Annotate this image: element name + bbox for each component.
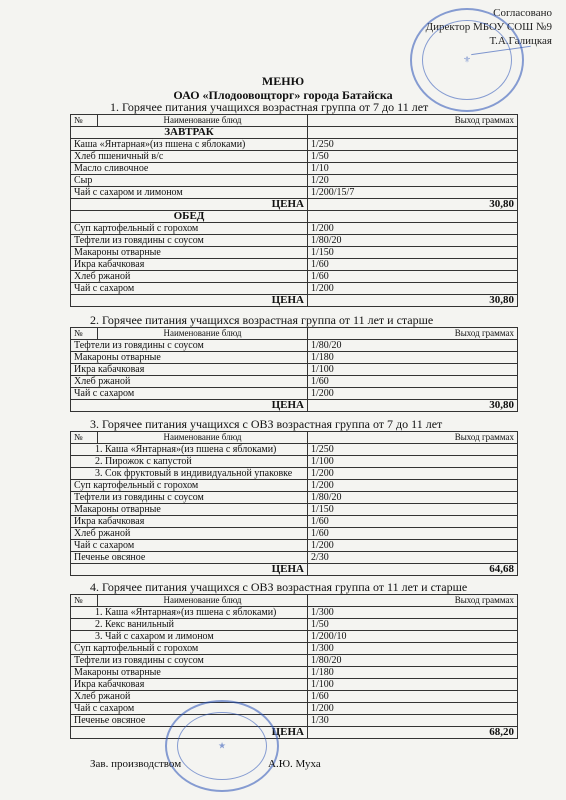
price-row (71, 400, 518, 412)
table-row (71, 259, 518, 271)
dish-name: Хлеб пшеничный в/с (71, 151, 308, 163)
dish-portion: 1/60 (308, 516, 518, 528)
table-row (71, 607, 518, 619)
dish-name: 1. Каша «Янтарная»(из пшена с яблоками) (71, 607, 308, 619)
dish-name: Тефтели из говядины с соусом (71, 235, 308, 247)
col-no: № (71, 432, 98, 444)
table-row (71, 480, 518, 492)
price-value: 64,68 (308, 564, 518, 576)
table-row (71, 679, 518, 691)
dish-portion: 1/50 (308, 151, 518, 163)
price-value: 30,80 (308, 295, 518, 307)
dish-portion: 1/80/20 (308, 492, 518, 504)
section-3-title: 3. Горячее питания учащихся с ОВЗ возрастная группа от 7 до 11 лет (90, 417, 443, 431)
dish-portion: 1/80/20 (308, 340, 518, 352)
price-row (71, 199, 518, 211)
table-row (71, 715, 518, 727)
dish-portion: 1/300 (308, 643, 518, 655)
dish-name: Макароны отварные (71, 667, 308, 679)
table-row (71, 187, 518, 199)
dish-portion: 1/150 (308, 247, 518, 259)
section-1-title: 1. Горячее питания учащихся возрастная группа от 7 до 11 лет (110, 100, 429, 114)
organization-name: ОАО «Плодоовощторг» города Батайска (173, 88, 393, 102)
dish-portion: 1/100 (308, 679, 518, 691)
dish-portion: 1/200 (308, 223, 518, 235)
table-row (71, 516, 518, 528)
table-row (71, 703, 518, 715)
section-2-title: 2. Горячее питания учащихся возрастная группа от 11 лет и старше (90, 313, 434, 327)
dish-portion: 1/200 (308, 468, 518, 480)
dish-portion: 1/100 (308, 364, 518, 376)
meal-row-breakfast (71, 127, 518, 139)
dish-portion: 2/30 (308, 552, 518, 564)
meal-row-lunch (71, 211, 518, 223)
price-row (71, 295, 518, 307)
table-row (71, 492, 518, 504)
col-name: Наименование блюд (98, 328, 308, 340)
price-label: ЦЕНА (98, 295, 308, 307)
dish-name: Хлеб ржаной (71, 691, 308, 703)
dish-portion: 1/200 (308, 480, 518, 492)
dish-portion: 1/200/10 (308, 631, 518, 643)
dish-name: Чай с сахаром (71, 703, 308, 715)
price-row (71, 727, 518, 739)
dish-name: Тефтели из говядины с соусом (71, 340, 308, 352)
dish-portion: 1/200 (308, 540, 518, 552)
dish-name: Каша «Янтарная»(из пшена с яблоками) (71, 139, 308, 151)
header-row (71, 595, 518, 607)
table-row (71, 139, 518, 151)
dish-name: Суп картофельный с горохом (71, 480, 308, 492)
dish-name: Хлеб ржаной (71, 528, 308, 540)
dish-name: Хлеб ржаной (71, 271, 308, 283)
price-label: ЦЕНА (98, 727, 308, 739)
table-row (71, 151, 518, 163)
section-3-items (71, 444, 518, 564)
footer-name: А.Ю. Муха (268, 758, 321, 770)
col-no: № (71, 595, 98, 607)
table-row (71, 352, 518, 364)
dish-portion: 1/60 (308, 271, 518, 283)
dish-name: Макароны отварные (71, 504, 308, 516)
section-3-table (70, 431, 518, 576)
header-row (71, 115, 518, 127)
dish-name: Печенье овсяное (71, 715, 308, 727)
stamp-emblem-icon: ★ (217, 740, 227, 751)
dish-portion: 1/250 (308, 444, 518, 456)
col-name: Наименование блюд (98, 595, 308, 607)
col-out: Выход граммах (308, 432, 518, 444)
approval-line-1: Согласовано (493, 7, 552, 19)
dish-portion: 1/20 (308, 175, 518, 187)
dish-name: Тефтели из говядины с соусом (71, 492, 308, 504)
table-row (71, 528, 518, 540)
table-row (71, 271, 518, 283)
table-row (71, 364, 518, 376)
table-row (71, 388, 518, 400)
table-row (71, 235, 518, 247)
table-row (71, 175, 518, 187)
dish-portion: 1/200 (308, 388, 518, 400)
table-row (71, 643, 518, 655)
table-row (71, 340, 518, 352)
dish-name: Суп картофельный с горохом (71, 223, 308, 235)
dish-portion: 1/60 (308, 259, 518, 271)
dish-portion: 1/250 (308, 139, 518, 151)
meal-name: ОБЕД (71, 211, 308, 223)
section-4-title: 4. Горячее питания учащихся с ОВЗ возрастная группа от 11 лет и старше (90, 580, 468, 594)
table-row (71, 655, 518, 667)
dish-name: 3. Сок фруктовый в индивидуальной упаковке (71, 468, 308, 480)
col-no: № (71, 115, 98, 127)
col-name: Наименование блюд (98, 432, 308, 444)
price-row (71, 564, 518, 576)
price-label: ЦЕНА (98, 400, 308, 412)
dish-name: Суп картофельный с горохом (71, 643, 308, 655)
dish-portion: 1/200 (308, 283, 518, 295)
dish-portion: 1/150 (308, 504, 518, 516)
footer-role: Зав. производством (90, 758, 182, 770)
dish-name: Икра кабачковая (71, 516, 308, 528)
table-row (71, 631, 518, 643)
price-value: 30,80 (308, 199, 518, 211)
dish-name: Печенье овсяное (71, 552, 308, 564)
header-row (71, 432, 518, 444)
dish-name: Икра кабачковая (71, 679, 308, 691)
header-row (71, 328, 518, 340)
col-out: Выход граммах (308, 328, 518, 340)
table-row (71, 504, 518, 516)
lunch-items (71, 223, 518, 295)
col-name: Наименование блюд (98, 115, 308, 127)
col-out: Выход граммах (308, 115, 518, 127)
dish-portion: 1/50 (308, 619, 518, 631)
meal-name: ЗАВТРАК (71, 127, 308, 139)
breakfast-items (71, 139, 518, 199)
table-row (71, 552, 518, 564)
table-row (71, 468, 518, 480)
dish-name: Чай с сахаром и лимоном (71, 187, 308, 199)
dish-name: Хлеб ржаной (71, 376, 308, 388)
section-4-items (71, 607, 518, 727)
dish-portion: 1/80/20 (308, 235, 518, 247)
table-row (71, 163, 518, 175)
table-row (71, 247, 518, 259)
price-value: 68,20 (308, 727, 518, 739)
dish-name: Сыр (71, 175, 308, 187)
dish-name: Чай с сахаром (71, 388, 308, 400)
dish-portion: 1/80/20 (308, 655, 518, 667)
table-row (71, 444, 518, 456)
dish-name: 3. Чай с сахаром и лимоном (71, 631, 308, 643)
dish-name: Макароны отварные (71, 247, 308, 259)
table-row (71, 619, 518, 631)
section-4-table (70, 594, 518, 739)
dish-portion: 1/180 (308, 352, 518, 364)
price-label: ЦЕНА (98, 199, 308, 211)
dish-name: Икра кабачковая (71, 259, 308, 271)
dish-portion: 1/60 (308, 528, 518, 540)
section-1-table (70, 114, 518, 307)
table-row (71, 667, 518, 679)
table-row (71, 223, 518, 235)
dish-portion: 1/60 (308, 691, 518, 703)
menu-title: МЕНЮ (261, 74, 305, 88)
col-no: № (71, 328, 98, 340)
price-value: 30,80 (308, 400, 518, 412)
table-row (71, 691, 518, 703)
section-2-table (70, 327, 518, 412)
section-2-items (71, 340, 518, 400)
dish-name: Макароны отварные (71, 352, 308, 364)
approval-line-2: Директор МБОУ СОШ №9 (425, 21, 552, 33)
dish-name: Масло сливочное (71, 163, 308, 175)
dish-portion: 1/180 (308, 667, 518, 679)
dish-portion: 1/10 (308, 163, 518, 175)
dish-portion: 1/200/15/7 (308, 187, 518, 199)
table-row (71, 283, 518, 295)
dish-portion: 1/30 (308, 715, 518, 727)
table-row (71, 456, 518, 468)
dish-name: Тефтели из говядины с соусом (71, 655, 308, 667)
dish-portion: 1/200 (308, 703, 518, 715)
dish-portion: 1/100 (308, 456, 518, 468)
dish-name: Чай с сахаром (71, 540, 308, 552)
dish-name: Икра кабачковая (71, 364, 308, 376)
approval-line-3: Т.А.Галицкая (489, 35, 552, 47)
dish-name: Чай с сахаром (71, 283, 308, 295)
dish-name: 2. Кекс ванильный (71, 619, 308, 631)
dish-portion: 1/300 (308, 607, 518, 619)
table-row (71, 540, 518, 552)
stamp-emblem-icon: ⚜ (462, 54, 472, 65)
dish-name: 1. Каша «Янтарная»(из пшена с яблоками) (71, 444, 308, 456)
dish-portion: 1/60 (308, 376, 518, 388)
dish-name: 2. Пирожок с капустой (71, 456, 308, 468)
price-label: ЦЕНА (98, 564, 308, 576)
col-out: Выход граммах (308, 595, 518, 607)
table-row (71, 376, 518, 388)
